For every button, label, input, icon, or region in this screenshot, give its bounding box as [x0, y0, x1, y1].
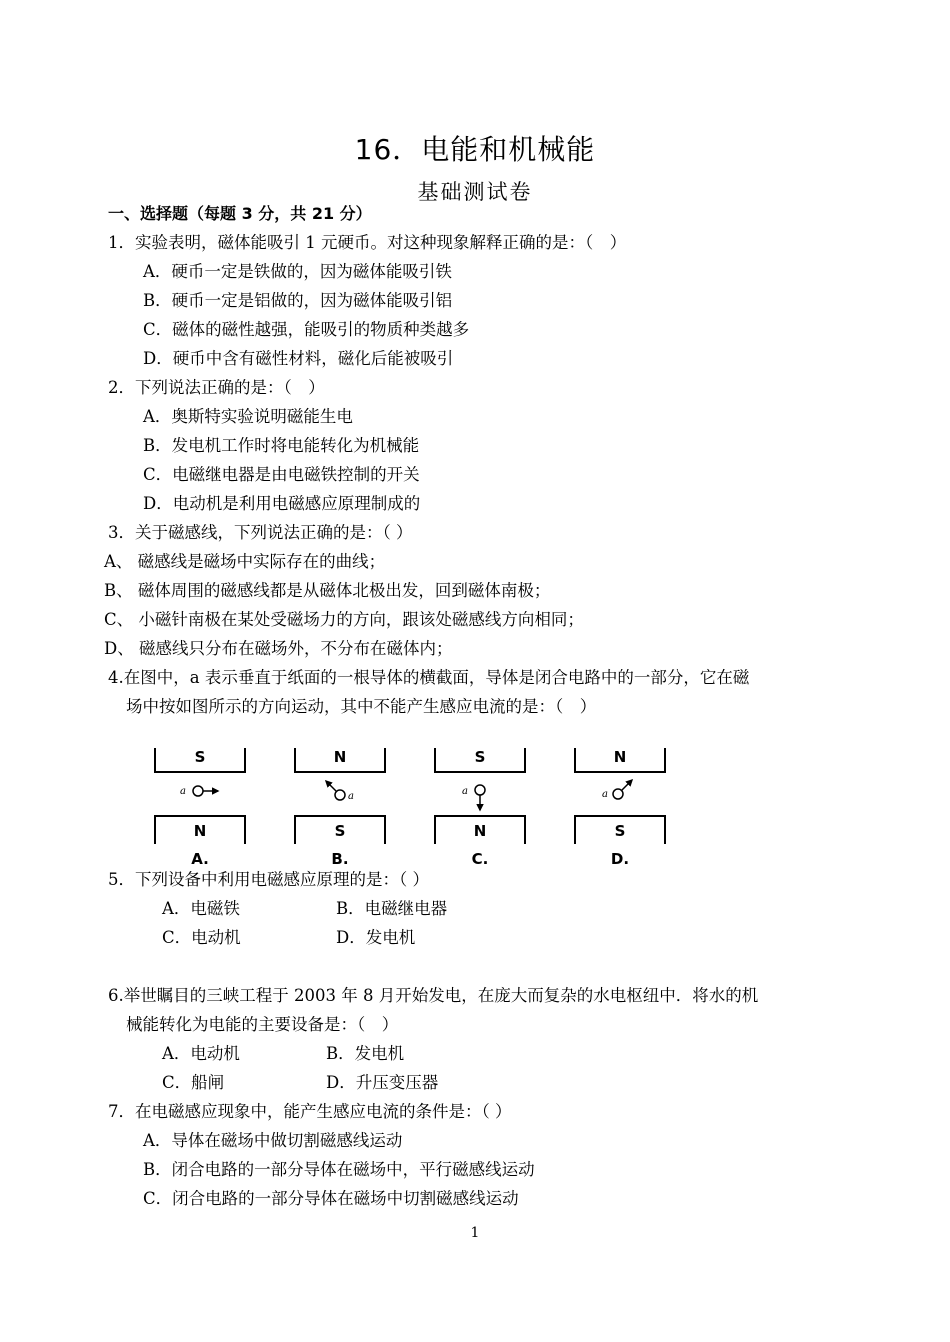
page-title: 16．电能和机械能 [354, 133, 596, 166]
panel-b-label: B. [331, 850, 349, 868]
panel-b-conductor-icon [335, 790, 345, 800]
question-3: 3．关于磁感线，下列说法正确的是：（ ） [108, 523, 413, 542]
q1-option-b: B．硬币一定是铝做的，因为磁体能吸引铝 [143, 291, 453, 310]
q2-option-d: D．电动机是利用电磁感应原理制成的 [143, 494, 421, 513]
panel-c-top-pole: S [474, 748, 486, 766]
q1-option-d: D．硬币中含有磁性材料，磁化后能被吸引 [143, 349, 454, 368]
q7-option-c: C．闭合电路的一部分导体在磁场中切割磁感线运动 [143, 1189, 519, 1208]
q3-option-c: C、 小磁针南极在某处受磁场力的方向，跟该处磁感线方向相同； [104, 610, 584, 629]
page-subtitle: 基础测试卷 [417, 180, 533, 204]
panel-c-label: C. [471, 850, 489, 868]
panel-d-top-pole: N [613, 748, 627, 766]
panel-a-bottom-pole: N [193, 822, 207, 840]
question-1: 1．实验表明，磁体能吸引 1 元硬币。对这种现象解释正确的是：（ ） [108, 233, 627, 252]
q2-option-b: B．发电机工作时将电能转化为机械能 [143, 436, 420, 455]
question-4-line-2: 场中按如图所示的方向运动，其中不能产生感应电流的是：（ ） [126, 697, 597, 716]
q5-option-d: D．发电机 [336, 928, 416, 947]
question-7: 7．在电磁感应现象中，能产生感应电流的条件是：（ ） [108, 1102, 512, 1121]
q5-option-a: A．电磁铁 [162, 899, 240, 918]
panel-a-label: A. [191, 850, 209, 868]
magnet-figure [150, 742, 670, 870]
q6-option-a: A．电动机 [162, 1044, 240, 1063]
section-heading: 一、选择题（每题 3 分，共 21 分） [108, 204, 372, 223]
q6-option-c: C．船闸 [162, 1073, 225, 1092]
q2-option-a: A．奥斯特实验说明磁能生电 [143, 407, 353, 426]
q5-option-b: B．电磁继电器 [336, 899, 448, 918]
figure-panel-b [295, 748, 385, 868]
page-number: 1 [470, 1225, 480, 1241]
q3-option-d: D、 磁感线只分布在磁场外，不分布在磁体内； [104, 639, 453, 658]
panel-b-arrow-icon [326, 781, 336, 791]
figure-panel-c [435, 748, 525, 868]
panel-a-conductor-icon [193, 786, 203, 796]
q5-option-c: C．电动机 [162, 928, 241, 947]
panel-d-label: D. [610, 850, 630, 868]
q7-option-a: A．导体在磁场中做切割磁感线运动 [143, 1131, 403, 1150]
panel-b-top-pole: N [333, 748, 347, 766]
question-4-line-1: 4.在图中，a 表示垂直于纸面的一根导体的横截面，导体是闭合电路中的一部分，它在磁 [108, 668, 750, 687]
panel-b-bottom-pole: S [334, 822, 346, 840]
q6-option-d: D．升压变压器 [326, 1073, 439, 1092]
q1-option-c: C．磁体的磁性越强，能吸引的物质种类越多 [143, 320, 470, 339]
figure-panel-a [155, 748, 245, 868]
q7-option-b: B．闭合电路的一部分导体在磁场中，平行磁感线运动 [143, 1160, 535, 1179]
panel-c-conductor-label: a [462, 786, 468, 797]
question-2: 2．下列说法正确的是：（ ） [108, 378, 325, 397]
q2-option-c: C．电磁继电器是由电磁铁控制的开关 [143, 465, 420, 484]
question-6-line-1: 6.举世瞩目的三峡工程于 2003 年 8 月开始发电，在庞大而复杂的水电枢纽中．将水的机 [108, 986, 759, 1005]
panel-a-conductor-label: a [180, 786, 186, 797]
question-6-line-2: 械能转化为电能的主要设备是：（ ） [126, 1015, 399, 1034]
q3-option-b: B、 磁体周围的磁感线都是从磁体北极出发，回到磁体南极； [104, 581, 551, 600]
panel-d-bottom-pole: S [614, 822, 626, 840]
q6-option-b: B．发电机 [326, 1044, 405, 1063]
q1-option-a: A．硬币一定是铁做的，因为磁体能吸引铁 [143, 262, 452, 281]
panel-a-top-pole: S [194, 748, 206, 766]
q3-option-a: A、 磁感线是磁场中实际存在的曲线； [104, 552, 386, 571]
question-5: 5．下列设备中利用电磁感应原理的是：（ ） [108, 870, 429, 889]
panel-c-bottom-pole: N [473, 822, 487, 840]
panel-d-conductor-label: a [602, 789, 608, 800]
panel-d-conductor-icon [613, 789, 623, 799]
figure-panel-d [575, 748, 665, 868]
panel-b-conductor-label: a [348, 791, 354, 802]
panel-d-arrow-icon [622, 780, 632, 790]
panel-c-conductor-icon [475, 785, 485, 795]
